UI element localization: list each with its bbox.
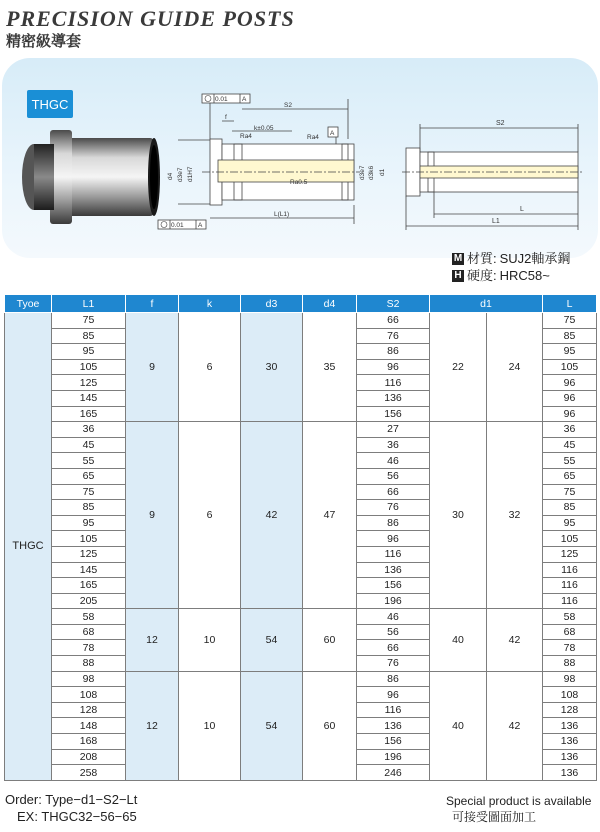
cell-f: 12 [126,609,179,671]
cell-l: 108 [543,687,597,703]
cell-s2: 66 [357,640,430,656]
cell-s2: 76 [357,328,430,344]
cell-s2: 66 [357,484,430,500]
cell-l: 116 [543,578,597,594]
tolerance-top: 0.01 [215,96,228,103]
cell-s2: 56 [357,468,430,484]
type-cell: THGC [5,313,52,781]
cell-d4: 60 [303,609,357,671]
tolerance-ref-bottom: A [198,222,203,229]
cell-s2: 96 [357,687,430,703]
col-header-type: Tyoe [5,295,52,313]
cell-k: 10 [179,671,241,780]
cell-d3: 54 [241,609,303,671]
cell-d1-b: 42 [487,609,543,671]
cell-l: 55 [543,453,597,469]
page-title: PRECISION GUIDE POSTS [6,6,295,31]
cell-l: 58 [543,609,597,625]
cell-l1: 95 [52,344,126,360]
right-dim-l1: L1 [492,218,500,225]
cell-l1: 258 [52,765,126,781]
material-line [452,250,570,267]
cell-s2: 196 [357,593,430,609]
cell-l1: 65 [52,468,126,484]
cell-d1-a: 40 [430,609,487,671]
cell-s2: 156 [357,406,430,422]
cell-l: 136 [543,749,597,765]
cell-l1: 125 [52,375,126,391]
cell-l: 116 [543,593,597,609]
special-en: Special product is available [446,794,592,808]
cell-l: 95 [543,344,597,360]
table-body [5,313,597,781]
drawing-panel [2,58,598,258]
cell-l: 128 [543,702,597,718]
cell-l: 136 [543,718,597,734]
material-value: SUJ2軸承鋼 [499,251,571,266]
cell-l1: 208 [52,749,126,765]
cell-l: 75 [543,313,597,329]
order-info [5,791,137,825]
cell-l: 105 [543,531,597,547]
cell-l1: 85 [52,500,126,516]
dim-d1-right: d1 [379,168,386,176]
table-row [5,422,597,438]
cell-s2: 46 [357,609,430,625]
material-marker: M [453,252,463,264]
col-header-l: L [543,295,597,313]
right-dim-s2: S2 [496,120,505,127]
product-photo [22,130,160,224]
cell-l1: 145 [52,390,126,406]
cell-d1-a: 30 [430,422,487,609]
cell-l: 96 [543,375,597,391]
special-cn: 可接受圖面加工 [452,810,537,824]
table-header-row [5,295,597,313]
cell-d3: 54 [241,671,303,780]
hardness-label: 硬度: [467,268,497,283]
table-row [5,609,597,625]
cell-l1: 168 [52,734,126,750]
tolerance-ref-top: A [242,96,247,103]
order-example: EX: THGC32−56−65 [17,809,137,824]
cell-l: 68 [543,624,597,640]
cell-l: 36 [543,422,597,438]
cell-l1: 128 [52,702,126,718]
cell-s2: 36 [357,437,430,453]
cell-l1: 55 [52,453,126,469]
cell-l: 98 [543,671,597,687]
cell-s2: 76 [357,656,430,672]
special-note [446,793,591,825]
cell-s2: 86 [357,515,430,531]
dim-d1-left: d1H7 [187,166,194,182]
cell-l1: 165 [52,578,126,594]
cell-l1: 95 [52,515,126,531]
cell-f: 9 [126,422,179,609]
cell-l1: 105 [52,359,126,375]
cell-l1: 45 [52,437,126,453]
cell-d1-a: 40 [430,671,487,780]
cell-l1: 205 [52,593,126,609]
dim-d4: d4 [167,172,174,180]
cell-d4: 35 [303,313,357,422]
cell-s2: 86 [357,671,430,687]
dim-k: k±0.05 [254,125,274,132]
roughness-1: Ra4 [240,133,252,140]
right-dim-l: L [520,206,524,213]
dim-d3-left: d3e7 [177,167,184,182]
cell-l1: 88 [52,656,126,672]
cell-d3: 42 [241,422,303,609]
cell-d1-b: 32 [487,422,543,609]
cell-d1-b: 42 [487,671,543,780]
col-header-d4: d4 [303,295,357,313]
hardness-value: HRC58~ [499,268,550,283]
cell-s2: 196 [357,749,430,765]
cell-l1: 36 [52,422,126,438]
col-header-d3: d3 [241,295,303,313]
dim-d3-right: d3e7 [359,165,366,180]
col-header-d1: d1 [430,295,543,313]
col-header-k: k [179,295,241,313]
dim-l: L(L1) [274,211,290,218]
cell-s2: 246 [357,765,430,781]
cell-s2: 136 [357,562,430,578]
cell-s2: 96 [357,531,430,547]
cell-l: 96 [543,406,597,422]
col-header-l1: L1 [52,295,126,313]
col-header-s2: S2 [357,295,430,313]
cell-d4: 47 [303,422,357,609]
cell-s2: 156 [357,578,430,594]
cell-l: 105 [543,359,597,375]
cell-s2: 86 [357,344,430,360]
cell-s2: 46 [357,453,430,469]
dim-s2: S2 [284,102,292,109]
cell-s2: 96 [357,359,430,375]
cell-d4: 60 [303,671,357,780]
roughness-2: Ra4 [307,134,319,141]
cell-l: 125 [543,546,597,562]
cell-l: 116 [543,562,597,578]
cell-l1: 85 [52,328,126,344]
table-row [5,671,597,687]
cell-l: 136 [543,765,597,781]
cell-f: 12 [126,671,179,780]
cell-l1: 145 [52,562,126,578]
cell-l: 45 [543,437,597,453]
cell-s2: 156 [357,734,430,750]
cell-l1: 78 [52,640,126,656]
cell-s2: 136 [357,718,430,734]
table-row [5,313,597,329]
cell-d1-a: 22 [430,313,487,422]
cell-s2: 116 [357,546,430,562]
hardness-line [452,267,570,284]
cell-l: 95 [543,515,597,531]
cell-l: 88 [543,656,597,672]
cell-d1-b: 24 [487,313,543,422]
cell-l1: 58 [52,609,126,625]
cell-k: 6 [179,313,241,422]
datum-label: A [330,130,335,137]
cell-l: 96 [543,390,597,406]
cell-l1: 165 [52,406,126,422]
material-label: 材質: [467,251,497,266]
cell-s2: 116 [357,375,430,391]
technical-drawing [2,58,598,258]
tolerance-bottom: 0.01 [171,222,184,229]
cell-k: 10 [179,609,241,671]
cell-l1: 68 [52,624,126,640]
spec-table [4,294,597,781]
cell-d3: 30 [241,313,303,422]
cell-l: 65 [543,468,597,484]
cell-l: 75 [543,484,597,500]
cell-l1: 148 [52,718,126,734]
cell-k: 6 [179,422,241,609]
cell-f: 9 [126,313,179,422]
hardness-marker: H [452,270,464,282]
dim-d3k: d3k6 [368,165,375,180]
material-properties [452,250,570,284]
cell-s2: 136 [357,390,430,406]
cell-l1: 98 [52,671,126,687]
cell-l: 85 [543,328,597,344]
cell-l: 85 [543,500,597,516]
cell-l1: 125 [52,546,126,562]
cell-s2: 76 [357,500,430,516]
cell-s2: 27 [357,422,430,438]
cell-s2: 116 [357,702,430,718]
cell-s2: 66 [357,313,430,329]
order-format: Order: Type−d1−S2−Lt [5,792,138,807]
cell-l1: 108 [52,687,126,703]
cell-l1: 75 [52,313,126,329]
cell-l1: 75 [52,484,126,500]
dim-f: f [225,114,227,121]
page-subtitle: 精密級導套 [6,33,82,50]
cell-l1: 105 [52,531,126,547]
cell-l: 78 [543,640,597,656]
product-code-badge: THGC [27,90,73,118]
roughness-3: Ra0.5 [290,179,308,186]
col-header-f: f [126,295,179,313]
cell-l: 136 [543,734,597,750]
cell-s2: 56 [357,624,430,640]
